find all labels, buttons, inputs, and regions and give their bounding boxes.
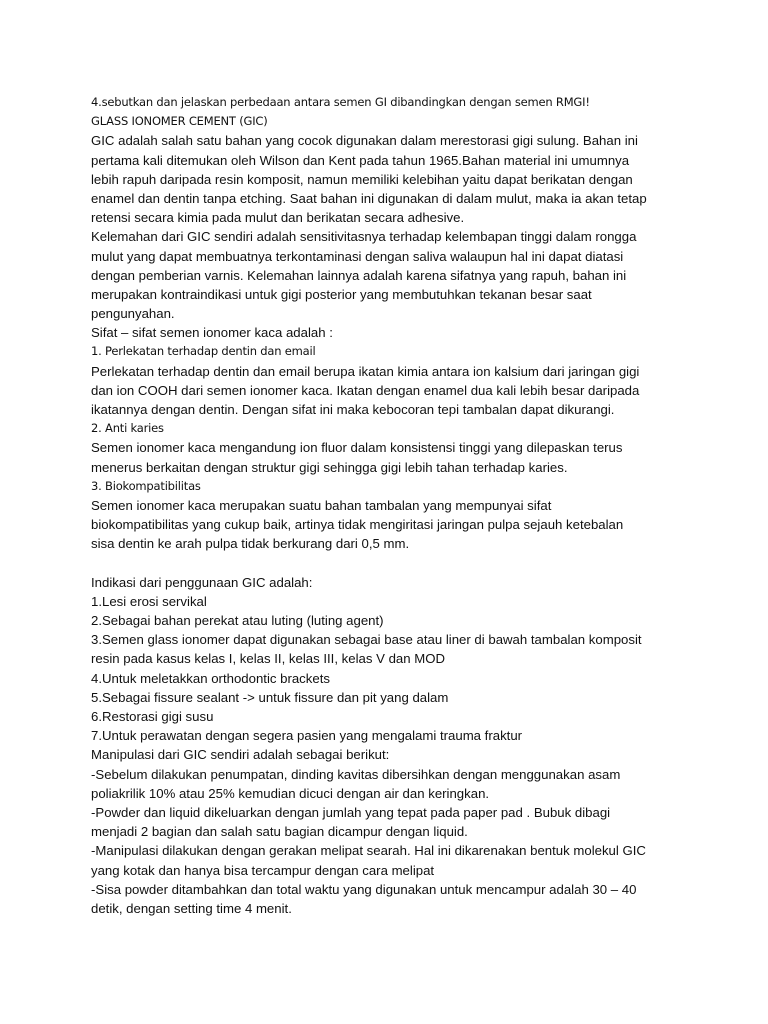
intro-line: GIC adalah salah satu bahan yang cocok digunakan dalam merestorasi gigi sulung. Bahan ini (91, 133, 638, 149)
manipulation-line: detik, dengan setting time 4 menit. (91, 900, 292, 916)
paragraph-spacer (91, 554, 691, 573)
property-text-line: sisa dentin ke arah pulpa tidak berkurang dari 0,5 mm. (91, 536, 410, 552)
indications-line: resin pada kasus kelas I, kelas II, kelas III, kelas V dan MOD (91, 651, 446, 667)
property-text-line: menerus berkaitan dengan struktur gigi sehingga gigi lebih tahan terhadap karies. (91, 459, 568, 475)
indications-line: 6.Restorasi gigi susu (91, 709, 214, 724)
indications-line: 2.Sebagai bahan perekat atau luting (luting agent) (91, 613, 384, 629)
property-heading-anticaries: 2. Anti karies (91, 421, 164, 436)
section-title: GLASS IONOMER CEMENT (GIC) (91, 114, 268, 129)
property-text-line: Semen ionomer kaca mengandung ion fluor dalam konsistensi tinggi yang dilepaskan terus (91, 440, 623, 456)
question-heading: 4.sebutkan dan jelaskan perbedaan antara semen GI dibandingkan dengan semen RMGI! (91, 95, 590, 109)
properties-intro: Sifat – sifat semen ionomer kaca adalah : (91, 325, 333, 341)
indications-line: 5.Sebagai fissure sealant -> untuk fissure dan pit yang dalam (91, 689, 449, 705)
property-text-line: dan ion COOH dari semen ionomer kaca. Ikatan dengan enamel dua kali lebih besar daripada (91, 382, 640, 398)
intro-line: pertama kali ditemukan oleh Wilson dan Kent pada tahun 1965.Bahan material ini umumnya (91, 152, 630, 168)
weakness-line: merupakan kontraindikasi untuk gigi posterior yang membutuhkan tekanan besar saat (91, 286, 592, 302)
weakness-line: dengan pemberian varnis. Kelemahan lainnya adalah karena sifatnya yang rapuh, bahan ini (91, 267, 627, 283)
indications-line: 1.Lesi erosi servikal (91, 593, 207, 609)
manipulation-line: -Sisa powder ditambahkan dan total waktu yang digunakan untuk mencampur adalah 30 – 40 (91, 881, 637, 897)
property-text-line: Perlekatan terhadap dentin dan email berupa ikatan kimia antara ion kalsium dari jaringan gigi (91, 363, 640, 379)
property-heading-biocompatibility: 3. Biokompatibilitas (91, 478, 201, 493)
manipulation-line: -Manipulasi dilakukan dengan gerakan melipat searah. Hal ini dikarenakan bentuk molekul GIC (91, 843, 646, 859)
indications-line: Indikasi dari penggunaan GIC adalah: (91, 574, 313, 590)
weakness-line: Kelemahan dari GIC sendiri adalah sensitivitasnya terhadap kelembapan tinggi dalam rongga (91, 229, 637, 245)
intro-line: lebih rapuh daripada resin komposit, namun memiliki kelebihan yaitu dapat berikatan dengan (91, 171, 633, 187)
manipulation-line: poliakrilik 10% atau 25% kemudian dicuci dengan air dan keringkan. (91, 785, 490, 801)
indications-line: 7.Untuk perawatan dengan segera pasien yang mengalami trauma fraktur (91, 728, 523, 744)
manipulation-line: menjadi 2 bagian dan salah satu bagian dicampur dengan liquid. (91, 824, 468, 840)
document-body (91, 93, 691, 918)
property-text-line: biokompatibilitas yang cukup baik, artinya tidak mengiritasi jaringan pulpa sejauh ketebalan (91, 517, 624, 533)
property-heading-adhesion: 1. Perlekatan terhadap dentin dan email (91, 344, 316, 359)
manipulation-line: Manipulasi dari GIC sendiri adalah sebagai berikut: (91, 747, 390, 763)
indications-line: 3.Semen glass ionomer dapat digunakan sebagai base atau liner di bawah tambalan komposit (91, 632, 642, 648)
intro-line: enamel dan dentin tanpa etching. Saat bahan ini digunakan di dalam mulut, maka ia akan tetap (91, 190, 647, 206)
manipulation-line: -Powder dan liquid dikeluarkan dengan jumlah yang tepat pada paper pad . Bubuk dibagi (91, 804, 611, 820)
weakness-line: mulut yang dapat membuatnya terkontaminasi dengan saliva walaupun hal ini dapat diatasi (91, 248, 624, 264)
intro-line: retensi secara kimia pada mulut dan berikatan secara adhesive. (91, 210, 465, 226)
weakness-line: pengunyahan. (91, 306, 175, 322)
manipulation-line: -Sebelum dilakukan penumpatan, dinding kavitas dibersihkan dengan menggunakan asam (91, 766, 621, 782)
manipulation-line: yang kotak dan hanya bisa tercampur dengan cara melipat (91, 862, 435, 878)
property-text-line: Semen ionomer kaca merupakan suatu bahan tambalan yang mempunyai sifat (91, 497, 552, 513)
property-text-line: ikatannya dengan dentin. Dengan sifat ini maka kebocoran tepi tambalan dapat dikurangi. (91, 402, 615, 417)
indications-line: 4.Untuk meletakkan orthodontic brackets (91, 670, 330, 686)
